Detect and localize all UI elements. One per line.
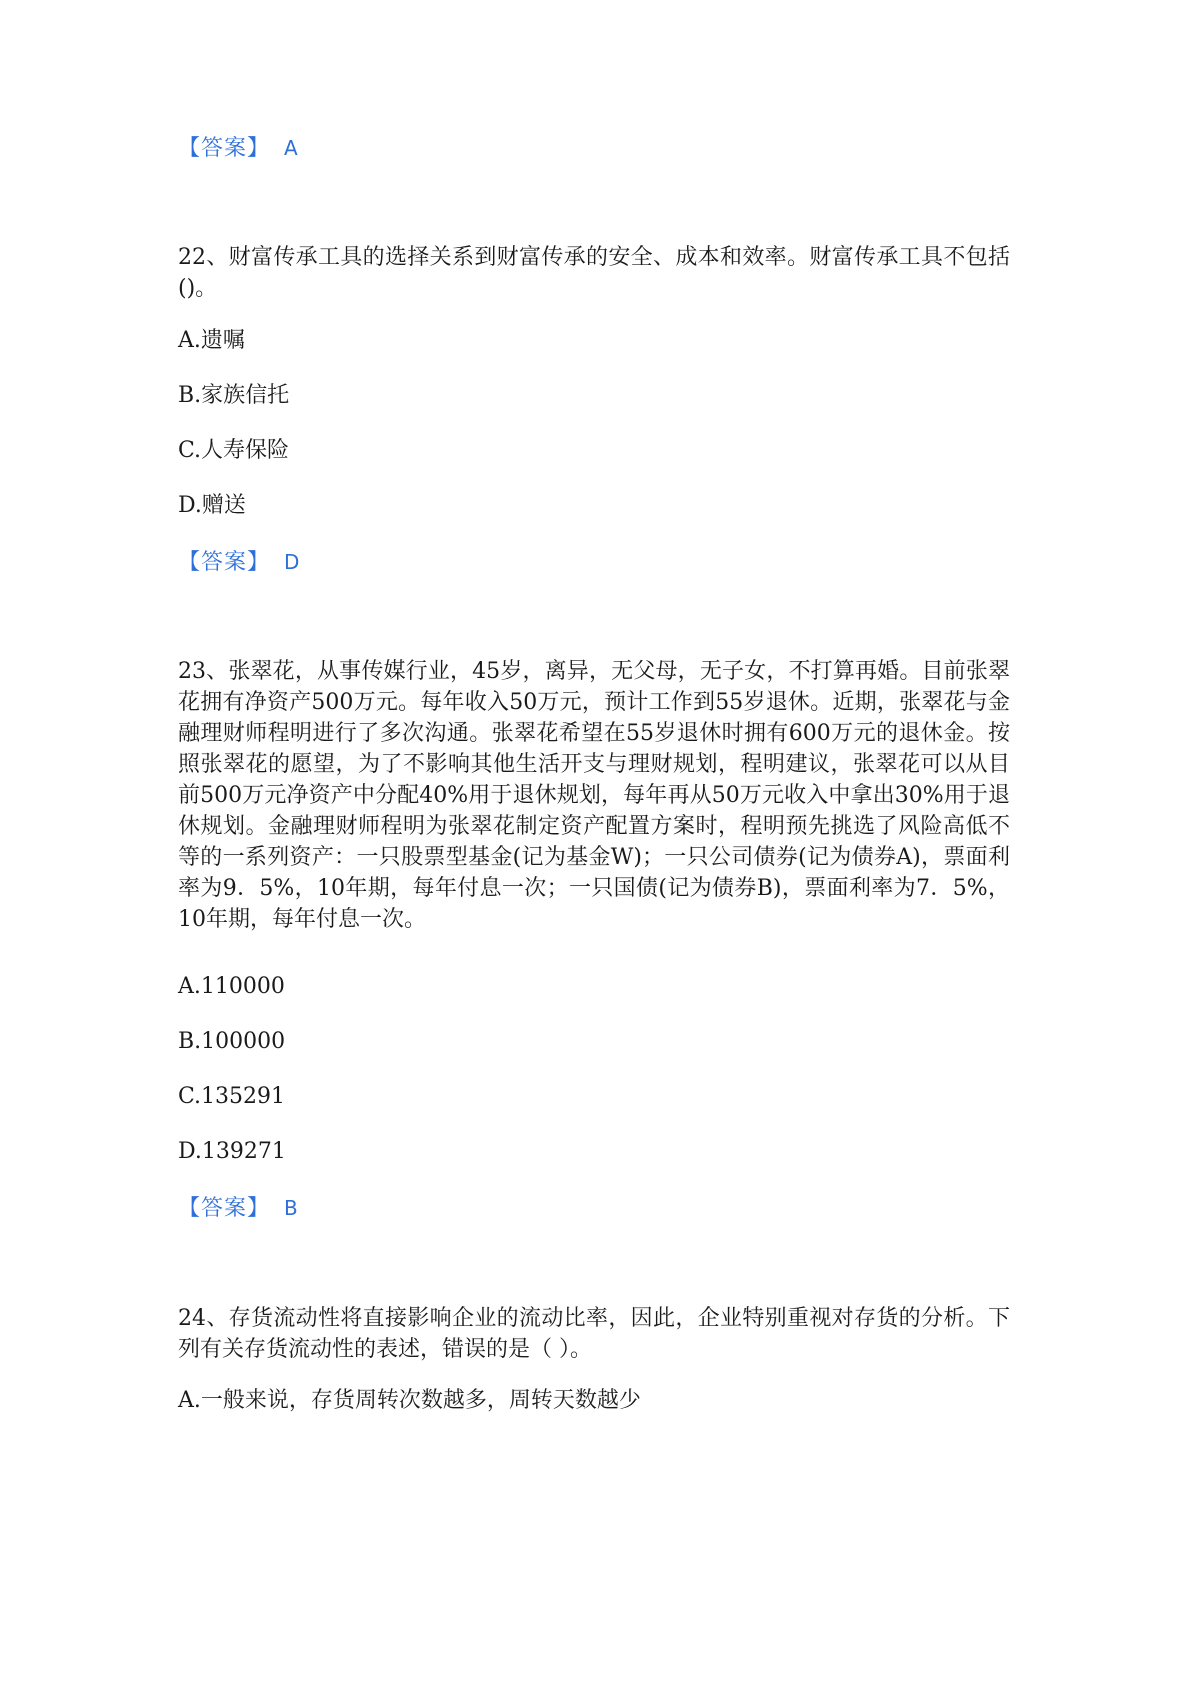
option-q22-b: B.家族信托: [178, 383, 290, 408]
answer-value: A: [284, 136, 298, 160]
question-stem-q23: 23、张翠花，从事传媒行业，45岁，离异，无父母，无子女，不打算再婚。目前张翠花拥有净资产500万元。每年收入50万元，预计工作到55岁退休。近期，张翠花与金融理财师程明进行了多次沟通。张翠花希望在55岁退休时拥有600万元的退休金。按照张翠花的愿望，为了不影响其他生活开支与理财规划，程明建议，张翠花可以从目前500万元净资产中分配40%用于退休规划，每年再从50万元收入中拿出30%用于退休规划。金融理财师程明为张翠花制定资产配置方案时，程明预先挑选了风险高低不等的一系列资产：一只股票型基金(记为基金W)；一只公司债券(记为债券A)，票面利率为9．5%，10年期，每年付息一次；一只国债(记为债券B)，票面利率为7．5%，10年期，每年付息一次。: [178, 659, 1010, 932]
answer-line-q23: [178, 1193, 298, 1224]
answer-line-q21: [178, 133, 298, 164]
question-stem-q24: 24、存货流动性将直接影响企业的流动比率，因此，企业特别重视对存货的分析。下列有关存货流动性的表述，错误的是（ ）。: [178, 1306, 1010, 1362]
answer-tag: 【答案】: [178, 1196, 271, 1221]
option-q23-d: D.139271: [178, 1139, 286, 1164]
option-q22-c: C.人寿保险: [178, 438, 290, 463]
option-q23-c: C.135291: [178, 1084, 286, 1109]
question-stem-q22: 22、财富传承工具的选择关系到财富传承的安全、成本和效率。财富传承工具不包括()。: [178, 245, 1010, 301]
option-q24-a: A.一般来说，存货周转次数越多，周转天数越少: [178, 1388, 641, 1413]
answer-value: B: [284, 1196, 298, 1220]
answer-tag: 【答案】: [178, 550, 271, 575]
option-q23-a: A.110000: [178, 974, 285, 999]
answer-line-q22: [178, 547, 299, 578]
answer-value: D: [284, 550, 300, 574]
option-q23-b: B.100000: [178, 1029, 286, 1054]
option-q22-d: D.赠送: [178, 493, 246, 518]
option-q22-a: A.遗嘱: [178, 328, 245, 353]
answer-tag: 【答案】: [178, 136, 271, 161]
